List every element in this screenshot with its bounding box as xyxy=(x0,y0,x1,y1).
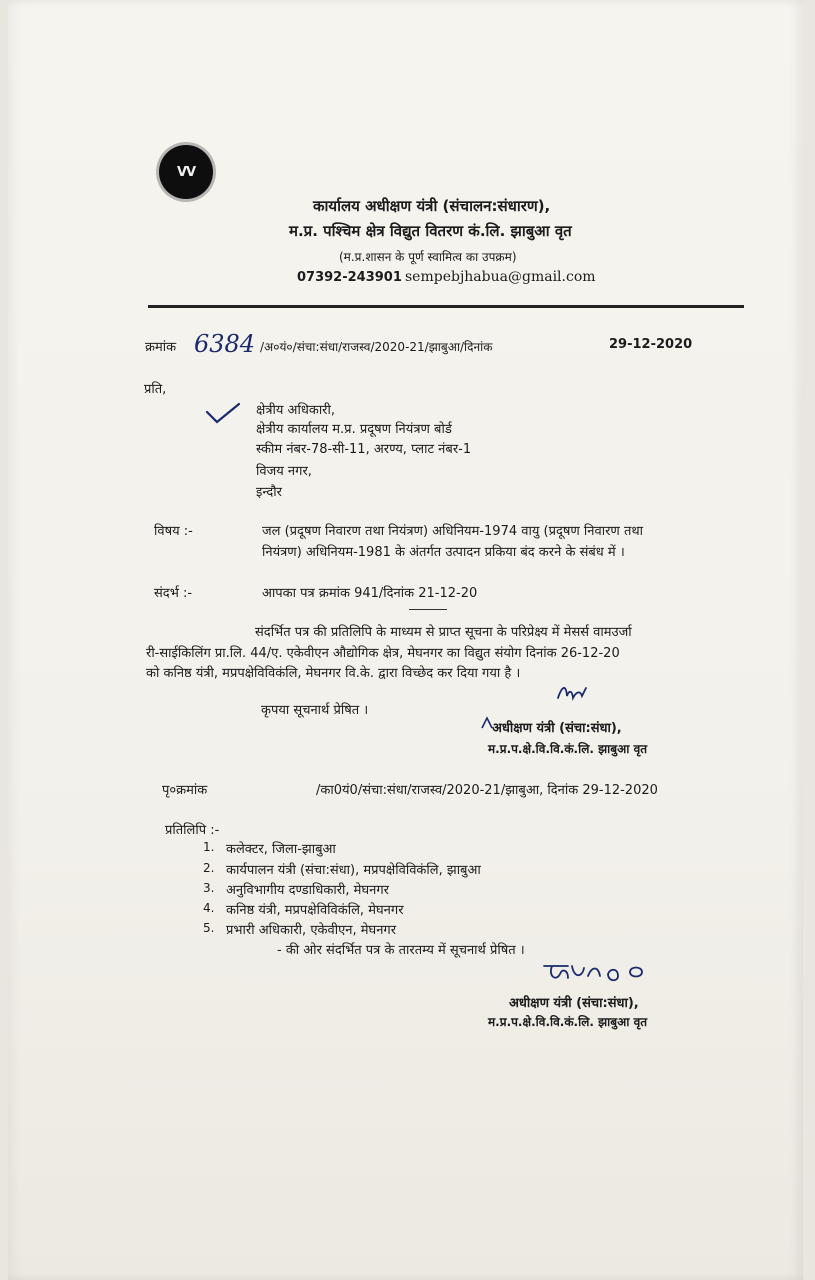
endorsement-path: /का0यं0/संचा:संधा/राजस्व/2020-21/झाबुआ, दिनांक 29-12-2020 xyxy=(316,783,658,798)
signatory-title: अधीक्षण यंत्री (संचा:संधा), xyxy=(492,721,622,736)
reference-label: क्रमांक xyxy=(145,340,177,355)
logo-mark: VV xyxy=(176,164,196,180)
company-logo xyxy=(159,145,213,199)
recipient-line: क्षेत्रीय कार्यालय म.प्र. प्रदूषण नियंत्रण बोर्ड xyxy=(256,422,452,437)
letter-page xyxy=(8,0,803,1280)
undertaking-note: (म.प्र.शासन के पूर्ण स्वामित्व का उपक्रम) xyxy=(339,250,517,264)
copy-item: कार्यपालन यंत्री (संचा:संधा), मप्रपक्षेविविकंलि, झाबुआ xyxy=(226,863,481,878)
separator-mark xyxy=(409,609,447,610)
copy-item-number: 1. xyxy=(203,840,215,854)
endorsement-label: पृ०क्रमांक xyxy=(162,783,208,798)
signatory-title: अधीक्षण यंत्री (संचा:संधा), xyxy=(509,996,639,1011)
signatory-office: म.प्र.प.क्षे.वि.वि.कं.लि. झाबुआ वृत xyxy=(488,742,648,756)
body-line: री-साईकिलिंग प्रा.लि. 44/ए. एकेवीएन औद्योगिक क्षेत्र, मेघनगर का विद्युत संयोग दिनांक 26-12-20 xyxy=(146,646,620,661)
copy-item: कनिष्ठ यंत्री, मप्रपक्षेविविकंलि, मेघनगर xyxy=(226,903,404,918)
recipient-line: विजय नगर, xyxy=(256,464,312,479)
copy-item-number: 4. xyxy=(203,901,215,915)
subject-label: विषय :- xyxy=(154,524,193,539)
handwritten-signature xyxy=(554,680,594,706)
body-line: संदर्भित पत्र की प्रतिलिपि के माध्यम से प्राप्त सूचना के परिप्रेक्ष्य में मेसर्स वामउर्जा xyxy=(255,625,632,640)
copy-item-number: 2. xyxy=(203,861,215,875)
body-line: को कनिष्ठ यंत्री, मप्रपक्षेविविकंलि, मेघनगर वि.के. द्वारा विच्छेद कर दिया गया है । xyxy=(146,666,521,681)
company-name: म.प्र. पश्चिम क्षेत्र विद्युत वितरण कं.लि. झाबुआ वृत xyxy=(289,222,572,240)
copy-item-number: 5. xyxy=(203,921,215,935)
handwritten-reference-number: 6384 xyxy=(194,330,256,358)
copy-note: - की ओर संदर्भित पत्र के तारतम्य में सूचनार्थ प्रेषित । xyxy=(277,943,525,958)
email-address: sempebjhabua@gmail.com xyxy=(405,269,596,285)
reference-letter-text: आपका पत्र क्रमांक 941/दिनांक 21-12-20 xyxy=(262,586,478,601)
reference-date: 29-12-2020 xyxy=(609,337,693,352)
phone-number: 07392-243901 xyxy=(297,270,402,285)
copy-item: प्रभारी अधिकारी, एकेवीएन, मेघनगर xyxy=(226,923,397,938)
copy-item: अनुविभागीय दण्डाधिकारी, मेघनगर xyxy=(226,883,389,898)
subject-line: नियंत्रण) अधिनियम-1981 के अंतर्गत उत्पादन प्रकिया बंद करने के संबंध में । xyxy=(262,545,625,560)
signatory-office: म.प्र.प.क्षे.वि.वि.कं.लि. झाबुआ वृत xyxy=(488,1015,648,1029)
recipient-line: स्कीम नंबर-78-सी-11, अरण्य, प्लाट नंबर-1 xyxy=(256,442,472,457)
reference-letter-label: संदर्भ :- xyxy=(154,586,193,601)
recipient-line: क्षेत्रीय अधिकारी, xyxy=(256,403,335,418)
copy-item-number: 3. xyxy=(203,881,215,895)
handwritten-tick-mark xyxy=(205,402,241,426)
handwritten-signature xyxy=(538,958,650,988)
recipient-line: इन्दौर xyxy=(256,485,282,500)
copy-label: प्रतिलिपि :- xyxy=(165,823,220,838)
header-divider xyxy=(148,305,744,308)
office-title: कार्यालय अधीक्षण यंत्री (संचालन:संधारण), xyxy=(313,197,551,215)
copy-item: कलेक्टर, जिला-झाबुआ xyxy=(226,842,336,857)
reference-path: /अ०यं०/संचा:संधा/राजस्व/2020-21/झाबुआ/दिनांक xyxy=(260,340,493,354)
subject-line: जल (प्रदूषण निवारण तथा नियंत्रण) अधिनियम-1974 वायु (प्रदूषण निवारण तथा xyxy=(262,524,644,539)
prati-label: प्रति, xyxy=(144,382,167,397)
forward-note: कृपया सूचनार्थ प्रेषित । xyxy=(261,703,369,718)
